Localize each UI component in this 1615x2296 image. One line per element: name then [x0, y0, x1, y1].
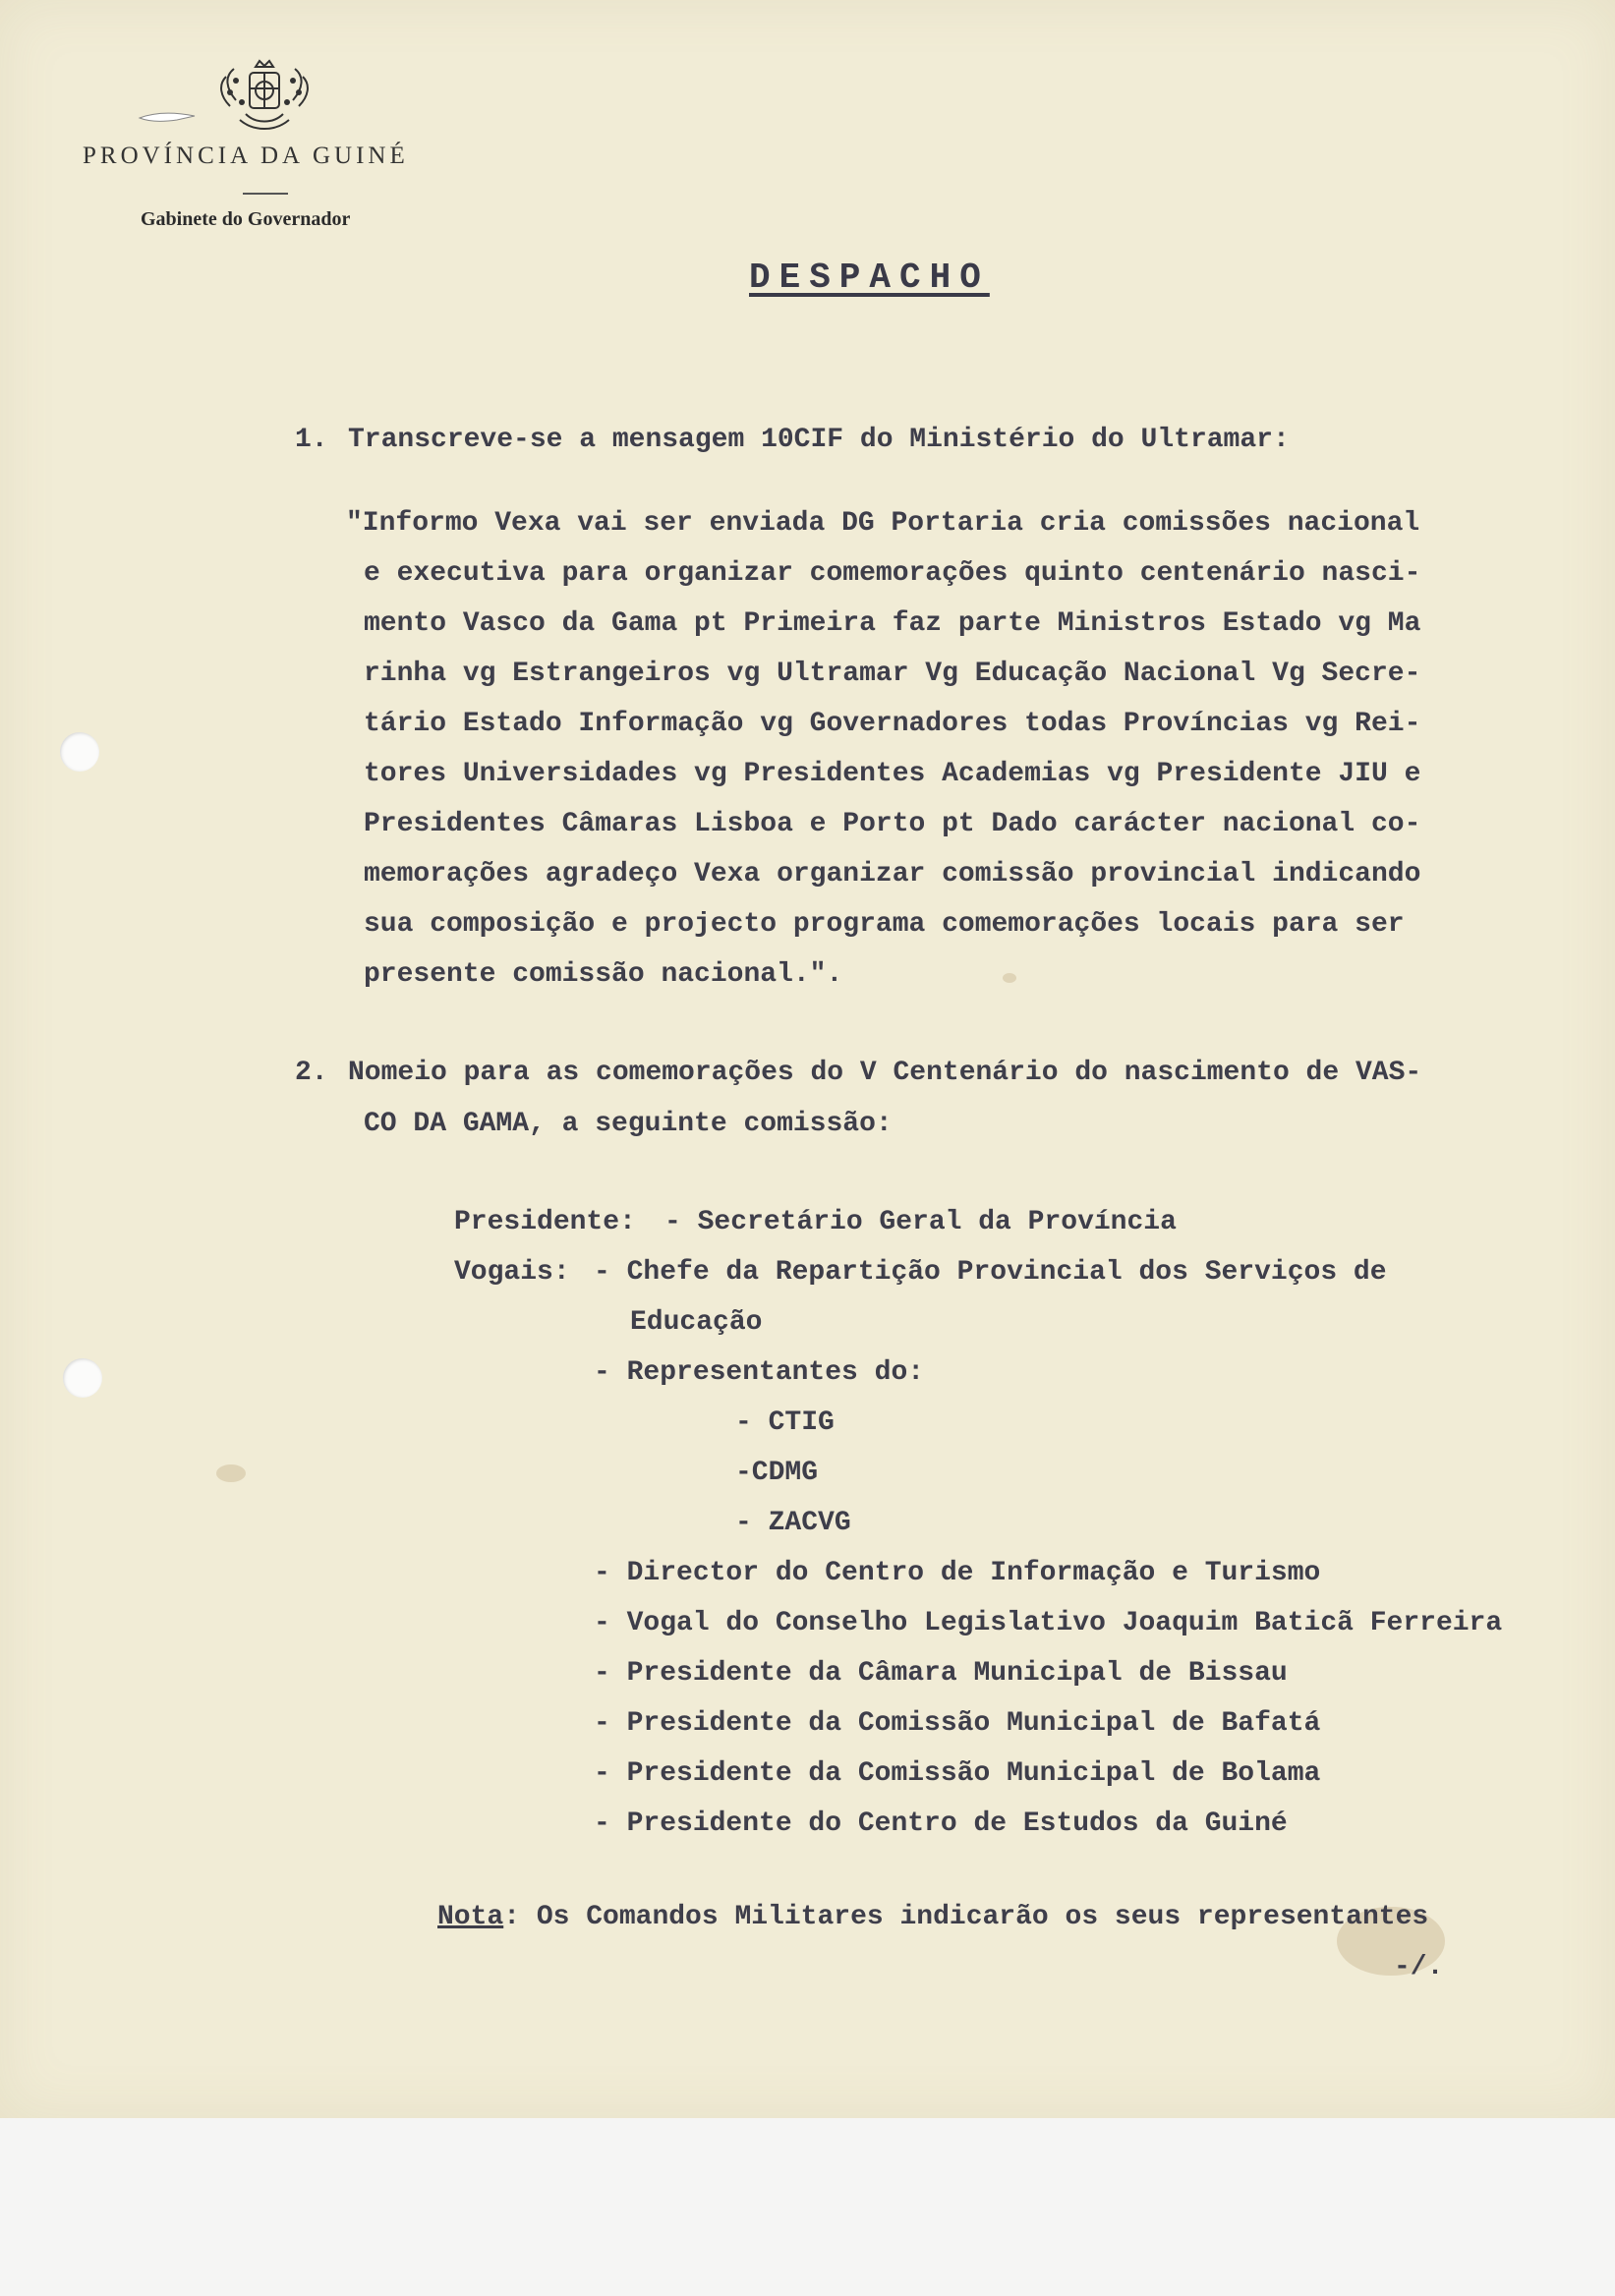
item-2-line: Nomeio para as comemorações do V Centenário do nascimento de VAS-	[348, 1058, 1422, 1088]
note-text: : Os Comandos Militares indicarão os seus representantes	[503, 1902, 1429, 1932]
scan-background	[0, 2118, 1615, 2296]
document-title: DESPACHO	[749, 258, 990, 298]
member-item: - Presidente da Câmara Municipal de Bissau	[594, 1658, 1288, 1689]
quote-line: presente comissão nacional.".	[364, 959, 843, 990]
quote-line: tário Estado Informação vg Governadores todas Províncias vg Rei-	[364, 709, 1421, 739]
member-item: - Presidente da Comissão Municipal de Bolama	[594, 1758, 1321, 1789]
members-label: Vogais:	[454, 1257, 570, 1288]
representative-item: - ZACVG	[735, 1508, 851, 1538]
quote-line: memorações agradeço Vexa organizar comissão provincial indicando	[364, 859, 1421, 890]
member-item-cont: Educação	[630, 1307, 763, 1338]
stain	[216, 1464, 246, 1482]
representative-item: - CTIG	[735, 1407, 835, 1438]
stain	[1003, 973, 1016, 983]
punch-hole	[60, 732, 99, 772]
divider	[243, 193, 288, 195]
item-2-line: CO DA GAMA, a seguinte comissão:	[364, 1109, 893, 1139]
president-label: Presidente:	[454, 1207, 636, 1237]
quote-line: mento Vasco da Gama pt Primeira faz parte Ministros Estado vg Ma	[364, 608, 1421, 639]
member-item: - Presidente do Centro de Estudos da Guiné	[594, 1808, 1288, 1839]
representative-item: -CDMG	[735, 1458, 819, 1488]
quote-line: sua composição e projecto programa comemorações locais para ser	[364, 909, 1405, 940]
member-item: - Director do Centro de Informação e Turismo	[594, 1558, 1321, 1588]
member-item: - Presidente da Comissão Municipal de Bafatá	[594, 1708, 1321, 1739]
quote-line: tores Universidades vg Presidentes Academias vg Presidente JIU e	[364, 759, 1421, 789]
item-1-number: 1.	[295, 425, 328, 455]
quote-line: "Informo Vexa vai ser enviada DG Portaria cria comissões nacional	[346, 508, 1420, 539]
continuation-mark: -/.	[1394, 1952, 1444, 1982]
item-2-number: 2.	[295, 1058, 328, 1088]
member-item: - Vogal do Conselho Legislativo Joaquim Baticã Ferreira	[594, 1608, 1503, 1638]
office-heading: Gabinete do Governador	[141, 208, 351, 230]
quote-line: e executiva para organizar comemorações quinto centenário nasci-	[364, 558, 1421, 589]
punch-hole	[63, 1358, 102, 1398]
province-heading: PROVÍNCIA DA GUINÉ	[83, 143, 409, 169]
item-1-intro: Transcreve-se a mensagem 10CIF do Ministério do Ultramar:	[348, 425, 1290, 455]
quote-line: Presidentes Câmaras Lisboa e Porto pt Dado carácter nacional co-	[364, 809, 1421, 839]
note-line	[437, 1902, 1428, 1932]
note-label: Nota	[437, 1902, 504, 1932]
quote-line: rinha vg Estrangeiros vg Ultramar Vg Educação Nacional Vg Secre-	[364, 659, 1421, 689]
coat-of-arms-icon	[216, 59, 313, 140]
representatives-label: - Representantes do:	[594, 1357, 925, 1388]
ink-mark-icon	[138, 110, 197, 124]
president-value: - Secretário Geral da Província	[664, 1207, 1177, 1237]
member-item: - Chefe da Repartição Provincial dos Serviços de	[594, 1257, 1387, 1288]
